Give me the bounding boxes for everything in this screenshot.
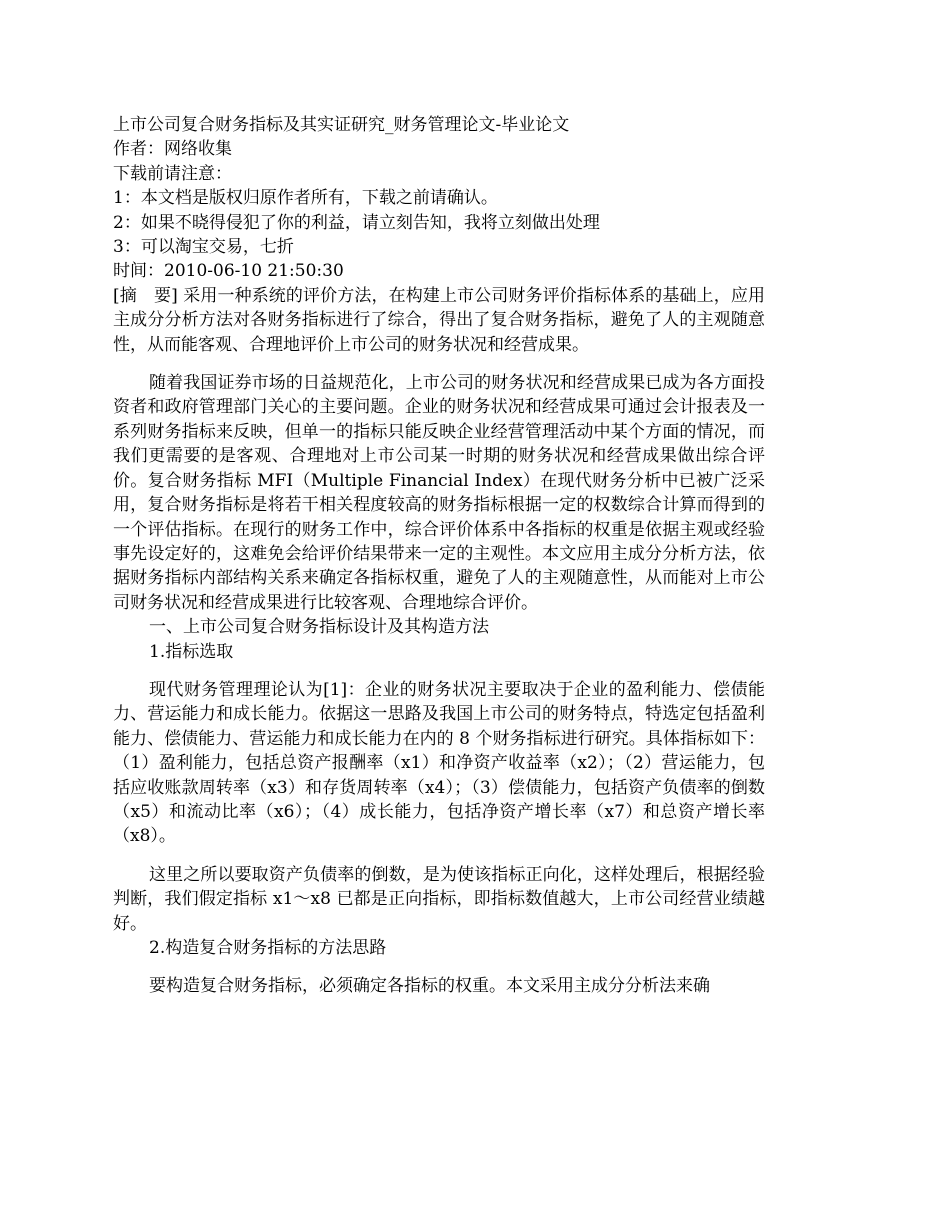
timestamp: 时间：2010-06-10 21:50:30 <box>113 261 344 282</box>
subsection-heading: 2.构造复合财务指标的方法思路 <box>149 938 387 958</box>
body-paragraph: 现代财务管理理论认为[1]：企业的财务状况主要取决于企业的盈利能力、偿债能力、营运能力和成长能力。依据这一思路及我国上市公司的财务特点，特选定包括盈利能力、偿债能力、营运能力和成长能力在内的 8 个财务指标进行研究。具体指标如下：（1）盈利能力，包括总资产报酬率（x1）和净资产收益率（x2）；（2）营运能力，包括应收账款周转率（x3）和存货周转率（x4）；（3）偿债能力，包括资产负债率的倒数（x5）和流动比率（x6）；（4）成长能力，包括净资产增长率（x7）和总资产增长率（x8）。 <box>113 679 765 847</box>
abstract-paragraph: [摘 要] 采用一种系统的评价方法，在构建上市公司财务评价指标体系的基础上，应用主成分分析方法对各财务指标进行了综合，得出了复合财务指标，避免了人的主观随意性，从而能客观、合理地评价上市公司的财务状况和经营成果。 <box>113 285 765 355</box>
intro-paragraph: 随着我国证券市场的日益规范化，上市公司的财务状况和经营成果已成为各方面投资者和政府管理部门关心的主要问题。企业的财务状况和经营成果可通过会计报表及一系列财务指标来反映，但单一的指标只能反映企业经营管理活动中某个方面的情况，而我们更需要的是客观、合理地对上市公司某一时期的财务状况和经营成果做出综合评价。复合财务指标 MFI（Multiple Financial Index）在现代财务分析中已被广泛采用，复合财务指标是将若干相关程度较高的财务指标根据一定的权数综合计算而得到的一个评估指标。在现行的财务工作中，综合评价体系中各指标的权重是依据主观或经验事先设定好的，这难免会给评价结果带来一定的主观性。本文应用主成分分析方法，依据财务指标内部结构关系来确定各指标权重，避免了人的主观随意性，从而能对上市公司财务状况和经营成果进行比较客观、合理地综合评价。 <box>113 373 765 613</box>
subsection-heading: 1.指标选取 <box>149 641 234 662</box>
notice-item: 2：如果不晓得侵犯了你的利益，请立刻告知，我将立刻做出处理 <box>113 212 600 233</box>
author-line: 作者：网络收集 <box>113 139 232 160</box>
notice-item: 3：可以淘宝交易，七折 <box>113 237 294 258</box>
section-heading: 一、上市公司复合财务指标设计及其构造方法 <box>149 617 489 638</box>
notice-title: 下载前请注意： <box>113 163 232 184</box>
document-page <box>113 113 765 999</box>
body-paragraph: 这里之所以要取资产负债率的倒数，是为使该指标正向化，这样处理后，根据经验判断，我们假定指标 x1～x8 已都是正向指标，即指标数值越大，上市公司经营业绩越好。 <box>113 864 765 934</box>
body-paragraph: 要构造复合财务指标，必须确定各指标的权重。本文采用主成分分析法来确 <box>149 976 710 997</box>
document-title: 上市公司复合财务指标及其实证研究_财务管理论文-毕业论文 <box>113 115 570 135</box>
notice-item: 1：本文档是版权归原作者所有，下载之前请确认。 <box>113 188 498 209</box>
